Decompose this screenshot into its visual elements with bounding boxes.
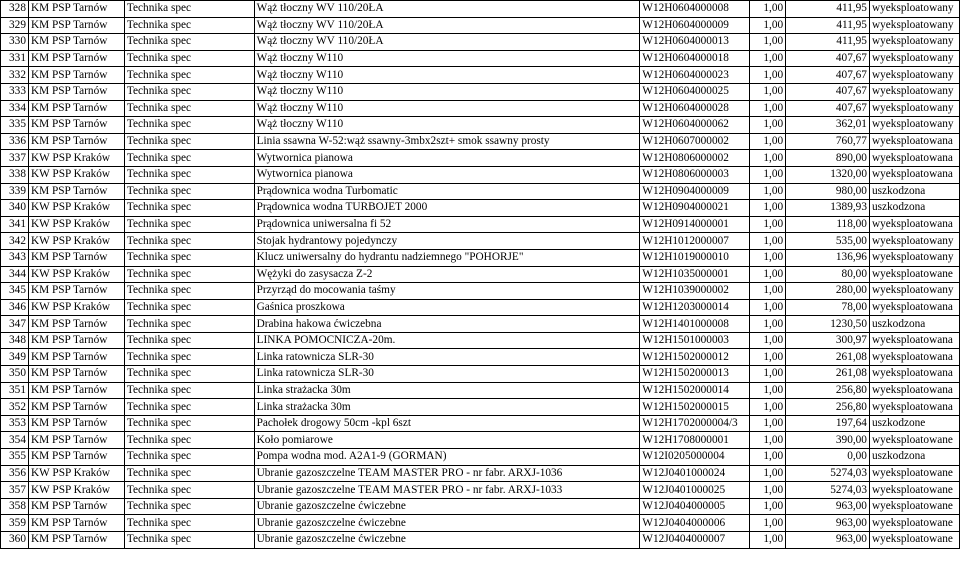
table-row (1, 133, 960, 150)
category-cell: Technika spec (124, 482, 254, 499)
quantity-cell: 1,00 (750, 83, 786, 100)
item-name-cell: Prądownica uniwersalna fi 52 (254, 216, 640, 233)
status-cell: wyeksploatowany (869, 1, 959, 18)
unit-cell: KM PSP Tarnów (28, 316, 124, 333)
item-name-cell: Prądownica wodna Turbomatic (254, 183, 640, 200)
table-row (1, 399, 960, 416)
category-cell: Technika spec (124, 382, 254, 399)
quantity-cell: 1,00 (750, 415, 786, 432)
table-row (1, 166, 960, 183)
inventory-number-cell: W12H1203000014 (640, 299, 750, 316)
value-cell: 5274,03 (786, 482, 870, 499)
inventory-number-cell: W12J0404000006 (640, 515, 750, 532)
value-cell: 963,00 (786, 515, 870, 532)
status-cell: wyeksploatowany (869, 50, 959, 67)
table-row (1, 432, 960, 449)
inventory-number-cell: W12H1012000007 (640, 233, 750, 250)
table-row (1, 482, 960, 499)
status-cell: wyeksploatowana (869, 349, 959, 366)
unit-cell: KW PSP Kraków (28, 166, 124, 183)
value-cell: 1320,00 (786, 166, 870, 183)
inventory-number-cell: W12H0904000009 (640, 183, 750, 200)
unit-cell: KM PSP Tarnów (28, 67, 124, 84)
row-number-cell: 351 (1, 382, 29, 399)
status-cell: wyeksploatowane (869, 532, 959, 549)
unit-cell: KW PSP Kraków (28, 299, 124, 316)
item-name-cell: Wąż tłoczny W110 (254, 67, 640, 84)
item-name-cell: Pachołek drogowy 50cm -kpl 6szt (254, 415, 640, 432)
item-name-cell: Wężyki do zasysacza Z-2 (254, 266, 640, 283)
table-row (1, 200, 960, 217)
category-cell: Technika spec (124, 133, 254, 150)
row-number-cell: 345 (1, 283, 29, 300)
item-name-cell: Klucz uniwersalny do hydrantu nadziemnego "POHORJE" (254, 249, 640, 266)
unit-cell: KM PSP Tarnów (28, 399, 124, 416)
item-name-cell: LINKA POMOCNICZA-20m. (254, 332, 640, 349)
table-row (1, 532, 960, 549)
status-cell: uszkodzona (869, 183, 959, 200)
row-number-cell: 357 (1, 482, 29, 499)
inventory-number-cell: W12H0604000009 (640, 17, 750, 34)
unit-cell: KM PSP Tarnów (28, 532, 124, 549)
value-cell: 890,00 (786, 150, 870, 167)
row-number-cell: 336 (1, 133, 29, 150)
category-cell: Technika spec (124, 166, 254, 183)
unit-cell: KM PSP Tarnów (28, 332, 124, 349)
table-row (1, 332, 960, 349)
table-row (1, 34, 960, 51)
table-row (1, 266, 960, 283)
unit-cell: KW PSP Kraków (28, 465, 124, 482)
status-cell: wyeksploatowany (869, 117, 959, 134)
status-cell: wyeksploatowany (869, 283, 959, 300)
status-cell: wyeksploatowane (869, 498, 959, 515)
unit-cell: KM PSP Tarnów (28, 249, 124, 266)
item-name-cell: Linka ratownicza SLR-30 (254, 366, 640, 383)
table-row (1, 465, 960, 482)
inventory-number-cell: W12H1708000001 (640, 432, 750, 449)
inventory-number-cell: W12H0604000062 (640, 117, 750, 134)
status-cell: wyeksploatowane (869, 482, 959, 499)
quantity-cell: 1,00 (750, 100, 786, 117)
unit-cell: KM PSP Tarnów (28, 366, 124, 383)
item-name-cell: Wąż tłoczny W110 (254, 100, 640, 117)
table-row (1, 83, 960, 100)
category-cell: Technika spec (124, 249, 254, 266)
unit-cell: KM PSP Tarnów (28, 1, 124, 18)
status-cell: uszkodzone (869, 415, 959, 432)
inventory-number-cell: W12J0404000007 (640, 532, 750, 549)
table-row (1, 366, 960, 383)
table-row (1, 233, 960, 250)
inventory-number-cell: W12H0604000025 (640, 83, 750, 100)
item-name-cell: Ubranie gazoszczelne ćwiczebne (254, 515, 640, 532)
item-name-cell: Ubranie gazoszczelne ćwiczebne (254, 532, 640, 549)
quantity-cell: 1,00 (750, 200, 786, 217)
inventory-number-cell: W12H1019000010 (640, 249, 750, 266)
value-cell: 118,00 (786, 216, 870, 233)
category-cell: Technika spec (124, 1, 254, 18)
inventory-number-cell: W12H1502000012 (640, 349, 750, 366)
status-cell: wyeksploatowana (869, 366, 959, 383)
unit-cell: KM PSP Tarnów (28, 382, 124, 399)
item-name-cell: Wąż tłoczny WV 110/20ŁA (254, 1, 640, 18)
item-name-cell: Wytwornica pianowa (254, 166, 640, 183)
value-cell: 197,64 (786, 415, 870, 432)
value-cell: 963,00 (786, 498, 870, 515)
row-number-cell: 355 (1, 449, 29, 466)
category-cell: Technika spec (124, 67, 254, 84)
value-cell: 535,00 (786, 233, 870, 250)
item-name-cell: Ubranie gazoszczelne ćwiczebne (254, 498, 640, 515)
status-cell: wyeksploatowany (869, 17, 959, 34)
row-number-cell: 356 (1, 465, 29, 482)
inventory-number-cell: W12H0806000002 (640, 150, 750, 167)
row-number-cell: 340 (1, 200, 29, 217)
row-number-cell: 344 (1, 266, 29, 283)
table-body (1, 1, 960, 549)
item-name-cell: Przyrząd do mocowania taśmy (254, 283, 640, 300)
value-cell: 407,67 (786, 67, 870, 84)
item-name-cell: Linia ssawna W-52:wąż ssawny-3mbx2szt+ smok ssawny prosty (254, 133, 640, 150)
value-cell: 300,97 (786, 332, 870, 349)
unit-cell: KM PSP Tarnów (28, 498, 124, 515)
item-name-cell: Stojak hydrantowy pojedynczy (254, 233, 640, 250)
row-number-cell: 352 (1, 399, 29, 416)
quantity-cell: 1,00 (750, 366, 786, 383)
unit-cell: KW PSP Kraków (28, 482, 124, 499)
quantity-cell: 1,00 (750, 266, 786, 283)
item-name-cell: Drabina hakowa ćwiczebna (254, 316, 640, 333)
row-number-cell: 347 (1, 316, 29, 333)
table-row (1, 382, 960, 399)
row-number-cell: 353 (1, 415, 29, 432)
item-name-cell: Gaśnica proszkowa (254, 299, 640, 316)
value-cell: 280,00 (786, 283, 870, 300)
inventory-number-cell: W12H1502000015 (640, 399, 750, 416)
row-number-cell: 330 (1, 34, 29, 51)
row-number-cell: 346 (1, 299, 29, 316)
inventory-number-cell: W12H1502000014 (640, 382, 750, 399)
status-cell: wyeksploatowany (869, 100, 959, 117)
status-cell: wyeksploatowany (869, 249, 959, 266)
table-row (1, 415, 960, 432)
status-cell: wyeksploatowana (869, 382, 959, 399)
category-cell: Technika spec (124, 150, 254, 167)
quantity-cell: 1,00 (750, 498, 786, 515)
quantity-cell: 1,00 (750, 233, 786, 250)
table-row (1, 283, 960, 300)
quantity-cell: 1,00 (750, 482, 786, 499)
quantity-cell: 1,00 (750, 382, 786, 399)
status-cell: uszkodzona (869, 316, 959, 333)
category-cell: Technika spec (124, 432, 254, 449)
status-cell: wyeksploatowane (869, 515, 959, 532)
item-name-cell: Linka ratownicza SLR-30 (254, 349, 640, 366)
table-row (1, 50, 960, 67)
unit-cell: KM PSP Tarnów (28, 515, 124, 532)
quantity-cell: 1,00 (750, 150, 786, 167)
value-cell: 407,67 (786, 50, 870, 67)
status-cell: wyeksploatowana (869, 150, 959, 167)
inventory-number-cell: W12I0205000004 (640, 449, 750, 466)
table-row (1, 316, 960, 333)
quantity-cell: 1,00 (750, 349, 786, 366)
quantity-cell: 1,00 (750, 299, 786, 316)
value-cell: 261,08 (786, 366, 870, 383)
table-row (1, 183, 960, 200)
value-cell: 0,00 (786, 449, 870, 466)
category-cell: Technika spec (124, 465, 254, 482)
item-name-cell: Linka strażacka 30m (254, 399, 640, 416)
quantity-cell: 1,00 (750, 432, 786, 449)
inventory-number-cell: W12H0604000008 (640, 1, 750, 18)
row-number-cell: 339 (1, 183, 29, 200)
category-cell: Technika spec (124, 399, 254, 416)
status-cell: uszkodzona (869, 449, 959, 466)
table-row (1, 117, 960, 134)
status-cell: wyeksploatowana (869, 133, 959, 150)
category-cell: Technika spec (124, 532, 254, 549)
inventory-number-cell: W12J0404000005 (640, 498, 750, 515)
item-name-cell: Wąż tłoczny W110 (254, 50, 640, 67)
category-cell: Technika spec (124, 233, 254, 250)
quantity-cell: 1,00 (750, 17, 786, 34)
row-number-cell: 348 (1, 332, 29, 349)
category-cell: Technika spec (124, 349, 254, 366)
unit-cell: KW PSP Kraków (28, 216, 124, 233)
inventory-number-cell: W12H0604000018 (640, 50, 750, 67)
inventory-number-cell: W12H1401000008 (640, 316, 750, 333)
status-cell: wyeksploatowana (869, 299, 959, 316)
value-cell: 1389,93 (786, 200, 870, 217)
row-number-cell: 343 (1, 249, 29, 266)
category-cell: Technika spec (124, 83, 254, 100)
table-row (1, 498, 960, 515)
item-name-cell: Wąż tłoczny WV 110/20ŁA (254, 34, 640, 51)
quantity-cell: 1,00 (750, 399, 786, 416)
inventory-number-cell: W12H0607000002 (640, 133, 750, 150)
quantity-cell: 1,00 (750, 449, 786, 466)
row-number-cell: 329 (1, 17, 29, 34)
unit-cell: KM PSP Tarnów (28, 34, 124, 51)
value-cell: 411,95 (786, 17, 870, 34)
row-number-cell: 358 (1, 498, 29, 515)
value-cell: 80,00 (786, 266, 870, 283)
unit-cell: KM PSP Tarnów (28, 449, 124, 466)
category-cell: Technika spec (124, 515, 254, 532)
category-cell: Technika spec (124, 498, 254, 515)
status-cell: wyeksploatowany (869, 233, 959, 250)
value-cell: 256,80 (786, 382, 870, 399)
category-cell: Technika spec (124, 100, 254, 117)
status-cell: wyeksploatowana (869, 332, 959, 349)
category-cell: Technika spec (124, 316, 254, 333)
item-name-cell: Ubranie gazoszczelne TEAM MASTER PRO - nr fabr. ARXJ-1036 (254, 465, 640, 482)
quantity-cell: 1,00 (750, 332, 786, 349)
table-row (1, 299, 960, 316)
inventory-number-cell: W12H1501000003 (640, 332, 750, 349)
row-number-cell: 334 (1, 100, 29, 117)
quantity-cell: 1,00 (750, 133, 786, 150)
category-cell: Technika spec (124, 216, 254, 233)
unit-cell: KM PSP Tarnów (28, 100, 124, 117)
value-cell: 261,08 (786, 349, 870, 366)
row-number-cell: 354 (1, 432, 29, 449)
status-cell: wyeksploatowana (869, 166, 959, 183)
row-number-cell: 360 (1, 532, 29, 549)
status-cell: wyeksploatowane (869, 432, 959, 449)
row-number-cell: 341 (1, 216, 29, 233)
value-cell: 390,00 (786, 432, 870, 449)
item-name-cell: Wąż tłoczny W110 (254, 117, 640, 134)
inventory-number-cell: W12H0604000013 (640, 34, 750, 51)
row-number-cell: 350 (1, 366, 29, 383)
unit-cell: KM PSP Tarnów (28, 117, 124, 134)
unit-cell: KM PSP Tarnów (28, 283, 124, 300)
inventory-number-cell: W12J0401000025 (640, 482, 750, 499)
quantity-cell: 1,00 (750, 117, 786, 134)
status-cell: wyeksploatowany (869, 83, 959, 100)
item-name-cell: Prądownica wodna TURBOJET 2000 (254, 200, 640, 217)
quantity-cell: 1,00 (750, 283, 786, 300)
status-cell: wyeksploatowany (869, 34, 959, 51)
category-cell: Technika spec (124, 50, 254, 67)
quantity-cell: 1,00 (750, 34, 786, 51)
unit-cell: KW PSP Kraków (28, 200, 124, 217)
value-cell: 963,00 (786, 532, 870, 549)
unit-cell: KM PSP Tarnów (28, 50, 124, 67)
category-cell: Technika spec (124, 183, 254, 200)
quantity-cell: 1,00 (750, 183, 786, 200)
category-cell: Technika spec (124, 266, 254, 283)
table-row (1, 449, 960, 466)
row-number-cell: 359 (1, 515, 29, 532)
category-cell: Technika spec (124, 17, 254, 34)
value-cell: 78,00 (786, 299, 870, 316)
unit-cell: KW PSP Kraków (28, 233, 124, 250)
row-number-cell: 331 (1, 50, 29, 67)
table-row (1, 349, 960, 366)
item-name-cell: Ubranie gazoszczelne TEAM MASTER PRO - nr fabr. ARXJ-1033 (254, 482, 640, 499)
status-cell: wyeksploatowany (869, 67, 959, 84)
quantity-cell: 1,00 (750, 216, 786, 233)
value-cell: 407,67 (786, 100, 870, 117)
inventory-number-cell: W12H0604000023 (640, 67, 750, 84)
value-cell: 5274,03 (786, 465, 870, 482)
quantity-cell: 1,00 (750, 515, 786, 532)
row-number-cell: 332 (1, 67, 29, 84)
category-cell: Technika spec (124, 200, 254, 217)
unit-cell: KM PSP Tarnów (28, 432, 124, 449)
inventory-number-cell: W12J0401000024 (640, 465, 750, 482)
category-cell: Technika spec (124, 117, 254, 134)
status-cell: uszkodzona (869, 200, 959, 217)
row-number-cell: 335 (1, 117, 29, 134)
quantity-cell: 1,00 (750, 316, 786, 333)
value-cell: 407,67 (786, 83, 870, 100)
table-row (1, 17, 960, 34)
value-cell: 980,00 (786, 183, 870, 200)
quantity-cell: 1,00 (750, 465, 786, 482)
quantity-cell: 1,00 (750, 166, 786, 183)
unit-cell: KM PSP Tarnów (28, 83, 124, 100)
value-cell: 1230,50 (786, 316, 870, 333)
inventory-number-cell: W12H1035000001 (640, 266, 750, 283)
item-name-cell: Wąż tłoczny W110 (254, 83, 640, 100)
status-cell: wyeksploatowana (869, 216, 959, 233)
value-cell: 411,95 (786, 1, 870, 18)
item-name-cell: Wąż tłoczny WV 110/20ŁA (254, 17, 640, 34)
value-cell: 760,77 (786, 133, 870, 150)
status-cell: wyeksploatowana (869, 399, 959, 416)
category-cell: Technika spec (124, 415, 254, 432)
value-cell: 362,01 (786, 117, 870, 134)
value-cell: 411,95 (786, 34, 870, 51)
item-name-cell: Wytwornica pianowa (254, 150, 640, 167)
category-cell: Technika spec (124, 34, 254, 51)
item-name-cell: Koło pomiarowe (254, 432, 640, 449)
quantity-cell: 1,00 (750, 532, 786, 549)
inventory-number-cell: W12H0904000021 (640, 200, 750, 217)
value-cell: 136,96 (786, 249, 870, 266)
inventory-number-cell: W12H0806000003 (640, 166, 750, 183)
unit-cell: KW PSP Kraków (28, 266, 124, 283)
table-row (1, 100, 960, 117)
unit-cell: KM PSP Tarnów (28, 349, 124, 366)
unit-cell: KM PSP Tarnów (28, 133, 124, 150)
value-cell: 256,80 (786, 399, 870, 416)
inventory-number-cell: W12H0914000001 (640, 216, 750, 233)
quantity-cell: 1,00 (750, 1, 786, 18)
table-row (1, 515, 960, 532)
table-row (1, 216, 960, 233)
unit-cell: KM PSP Tarnów (28, 183, 124, 200)
inventory-number-cell: W12H1502000013 (640, 366, 750, 383)
row-number-cell: 338 (1, 166, 29, 183)
item-name-cell: Pompa wodna mod. A2A1-9 (GORMAN) (254, 449, 640, 466)
unit-cell: KM PSP Tarnów (28, 415, 124, 432)
row-number-cell: 337 (1, 150, 29, 167)
inventory-number-cell: W12H0604000028 (640, 100, 750, 117)
item-name-cell: Linka strażacka 30m (254, 382, 640, 399)
category-cell: Technika spec (124, 449, 254, 466)
table-row (1, 150, 960, 167)
unit-cell: KM PSP Tarnów (28, 17, 124, 34)
inventory-number-cell: W12H1039000002 (640, 283, 750, 300)
row-number-cell: 333 (1, 83, 29, 100)
category-cell: Technika spec (124, 366, 254, 383)
category-cell: Technika spec (124, 299, 254, 316)
inventory-number-cell: W12H1702000004/3 (640, 415, 750, 432)
row-number-cell: 328 (1, 1, 29, 18)
row-number-cell: 342 (1, 233, 29, 250)
category-cell: Technika spec (124, 332, 254, 349)
status-cell: wyeksploatowane (869, 266, 959, 283)
table-row (1, 1, 960, 18)
table-row (1, 249, 960, 266)
table-row (1, 67, 960, 84)
quantity-cell: 1,00 (750, 249, 786, 266)
unit-cell: KW PSP Kraków (28, 150, 124, 167)
row-number-cell: 349 (1, 349, 29, 366)
quantity-cell: 1,00 (750, 50, 786, 67)
category-cell: Technika spec (124, 283, 254, 300)
quantity-cell: 1,00 (750, 67, 786, 84)
status-cell: wyeksploatowane (869, 465, 959, 482)
